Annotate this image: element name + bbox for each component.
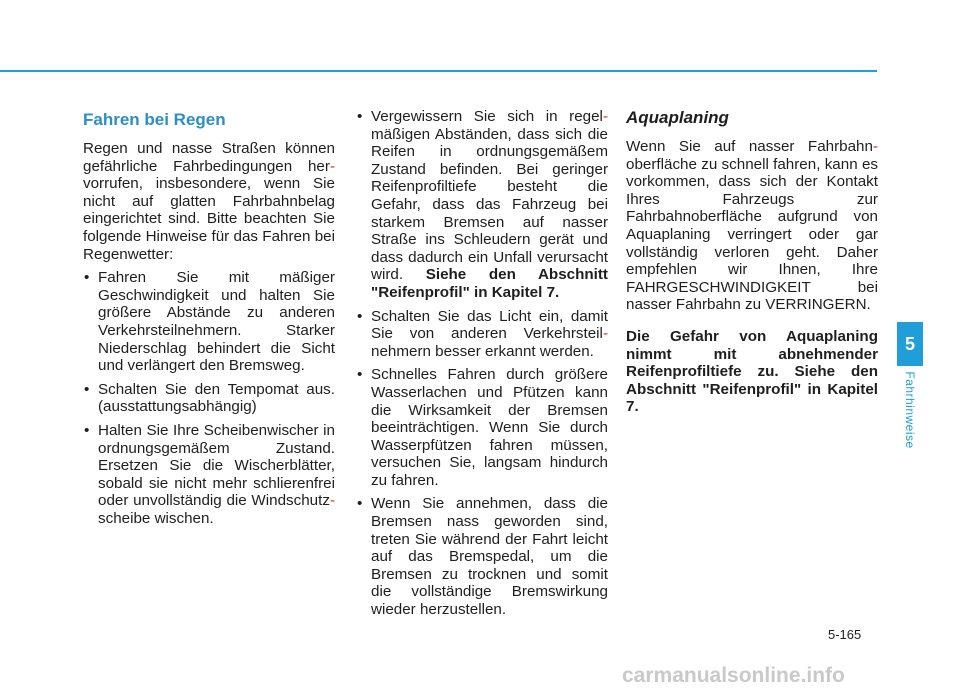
intro-paragraph: Regen und nasse Straßen können gefährliche Fahrbedingungen her- vorrufen, insbesondere, wenn Sie nicht auf glatten Fahrbahnbelag eingerichtet sind. Bitte beachten Sie folgende Hinweise für das Fahren bei Regenwetter:	[83, 140, 335, 263]
list-item: • Halten Sie Ihre Scheibenwischer in ordnungsgemäßem Zustand. Ersetzen Sie die Wischerblätter, sobald sie nicht mehr schlierenfrei oder unvollständig die Windschutz- scheibe wischen.	[83, 422, 335, 528]
list-item: • Schalten Sie den Tempomat aus. (ausstattungsabhängig)	[83, 381, 335, 416]
section-heading-rain: Fahren bei Regen	[83, 110, 226, 129]
hyphen-mark: -	[602, 325, 608, 343]
column-right	[626, 108, 878, 416]
aquaplaning-paragraph: Wenn Sie auf nasser Fahrbahn- oberfläche zu schnell fahren, kann es vorkommen, dass sich der Kontakt Ihres Fahrzeugs zur Fahrbahnoberfläche aufgrund von Aquaplaning verringert oder gar vollständig verloren geht. Daher empfehlen wir Ihnen, Ihre FAHRGESCHWINDIGKEIT bei nasser Fahrbahn zu VERRINGERN.	[626, 138, 878, 314]
header-rule	[0, 70, 877, 72]
hyphen-mark: -	[872, 138, 878, 155]
column-middle	[356, 108, 608, 625]
list-item: • Vergewissern Sie sich in regel- mäßigen Abständen, dass sich die Reifen in ordnungsgemäßem Zustand befinden. Bei geringer Reifenprofiltiefe besteht die Gefahr, dass das Fahrzeug bei starkem Bremsen auf nasser Straße ins Schleudern gerät und dass dadurch ein Unfall verursacht wird. Siehe den Abschnitt "Reifenprofil" in Kapitel 7.	[356, 108, 608, 302]
list-item: • Schalten Sie das Licht ein, damit Sie von anderen Verkehrsteil- nehmern besser erkannt werden.	[356, 308, 608, 361]
column-left	[83, 108, 335, 533]
hyphen-mark: -	[329, 492, 335, 510]
chapter-label: Fahrhinweise	[903, 371, 917, 449]
section-heading-aquaplaning: Aquaplaning	[626, 108, 729, 127]
cross-reference: Siehe den Abschnitt "Reifenprofil" in Kapitel 7.	[371, 266, 608, 301]
watermark: carmanualsonline.info	[622, 664, 845, 687]
hyphen-mark: -	[329, 157, 335, 175]
list-item: • Fahren Sie mit mäßiger Geschwindigkeit und halten Sie größere Abstände zu anderen Verkehrsteilnehmern. Starker Niederschlag behindert die Sicht und verlängert den Bremsweg.	[83, 269, 335, 375]
list-item: • Schnelles Fahren durch größere Wasserlachen und Pfützen kann die Wirksamkeit der Bremsen beeinträchtigen. Wenn Sie durch Wasserpfützen fahren müssen, versuchen Sie, langsam hindurch zu fahren.	[356, 366, 608, 489]
rain-tips-list	[83, 269, 335, 527]
chapter-tab: 5	[897, 322, 923, 366]
page-number: 5-165	[828, 627, 862, 642]
list-item: • Wenn Sie annehmen, dass die Bremsen nass geworden sind, treten Sie während der Fahrt leicht auf das Bremspedal, um die Bremsen zu trocknen und somit die vollständige Bremswirkung wieder herzustellen.	[356, 495, 608, 618]
rain-tips-list-continued	[356, 108, 608, 619]
aquaplaning-note: Die Gefahr von Aquaplaning nimmt mit abnehmender Reifenprofiltiefe zu. Siehe den Abschnitt "Reifenprofil" in Kapitel 7.	[626, 327, 878, 416]
hyphen-mark: -	[602, 108, 608, 125]
